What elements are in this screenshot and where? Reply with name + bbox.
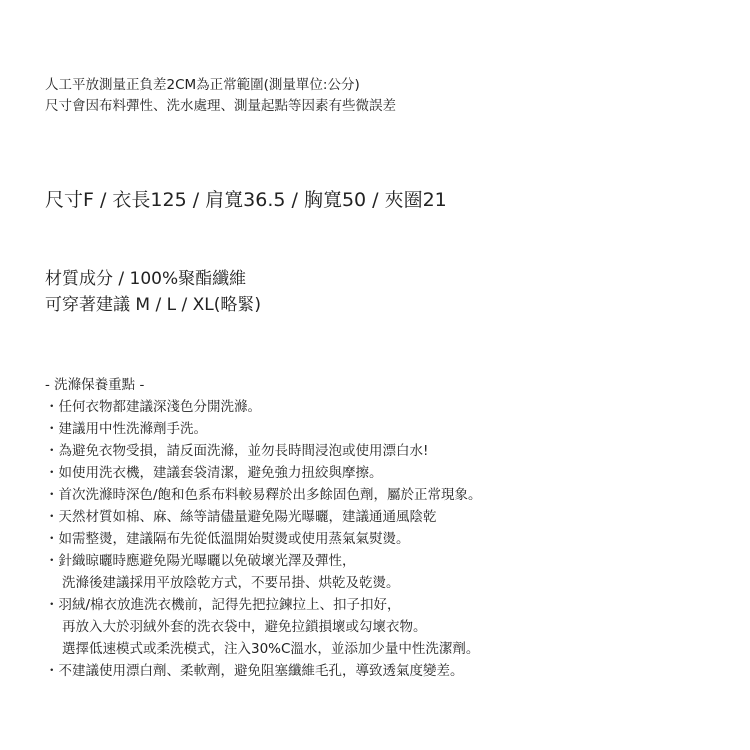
care-item: ・ 建議用中性洗滌劑手洗。 (45, 418, 482, 440)
care-item: ・ 如需整燙，建議隔布先從低溫開始熨燙或使用蒸氣氣熨燙。 (45, 528, 482, 550)
measurement-note-line-2: 尺寸會因布料彈性、洗水處理、測量起點等因素有些微誤差 (45, 98, 396, 114)
care-item-continuation: 再放入大於羽絨外套的洗衣袋中，避免拉鎖損壞或勾壞衣物。 (62, 619, 427, 635)
care-item: ・ 如使用洗衣機，建議套袋清潔，避免強力扭絞與摩擦。 (45, 462, 482, 484)
care-item-continuation: 洗滌後建議採用平放陰乾方式，不要吊掛、烘乾及乾燙。 (62, 575, 400, 591)
care-instructions (45, 374, 482, 682)
care-item-continuation: 選擇低速模式或柔洗模式，注入30%C溫水，並添加少量中性洗潔劑。 (62, 641, 480, 657)
care-item: ・ 為避免衣物受損，請反面洗滌，並勿長時間浸泡或使用漂白水! (45, 440, 482, 462)
fit-suggestion: 可穿著建議 M / L / XL(略緊) (45, 295, 261, 315)
measurement-note (45, 75, 396, 117)
size-spec (45, 185, 447, 215)
size-spec-line: 尺寸F / 衣長125 / 肩寬36.5 / 胸寬50 / 夾圈21 (45, 189, 447, 211)
care-item: ・ 羽絨/棉衣放進洗衣機前，記得先把拉鍊拉上、扣子扣好， (45, 594, 482, 616)
material-info (45, 266, 261, 318)
care-heading: - 洗滌保養重點 - (45, 377, 145, 393)
measurement-note-line-1: 人工平放測量正負差2CM為正常範圍(測量單位:公分) (45, 77, 360, 93)
care-item: ・ 任何衣物都建議深淺色分開洗滌。 (45, 396, 482, 418)
care-item: ・ 首次洗滌時深色/飽和色系布料較易釋於出多餘固色劑，屬於正常現象。 (45, 484, 482, 506)
care-item: ・ 天然材質如棉、麻、絲等請儘量避免陽光曝曬，建議通通風陰乾 (45, 506, 482, 528)
care-item: ・ 針織晾曬時應避免陽光曝曬以免破壞光澤及彈性， (45, 550, 482, 572)
care-item: ・ 不建議使用漂白劑、柔軟劑，避免阻塞纖維毛孔，導致透氣度變差。 (45, 660, 482, 682)
material-composition: 材質成分 / 100%聚酯纖維 (45, 269, 247, 289)
